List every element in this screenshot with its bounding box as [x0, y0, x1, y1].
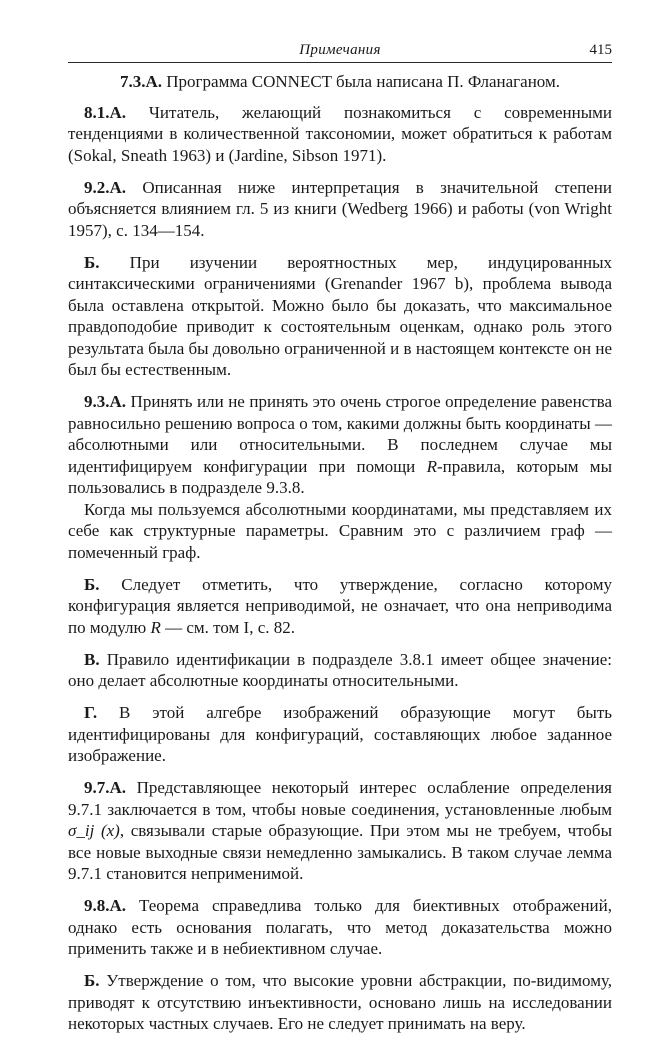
- note-label: Г.: [84, 703, 98, 722]
- note-text-continued: , связывали старые образующие. При этом мы не требуем, чтобы все новые выходные связи немедленно замыкались. В таком случае лемма 9.7.1 становится неприменимой.: [68, 821, 612, 883]
- note-9-7-a: [68, 777, 612, 885]
- page-number: 415: [589, 42, 612, 58]
- note-label: 9.2.А.: [84, 177, 127, 197]
- math-symbol: R: [426, 456, 437, 476]
- note-label: 9.8.А.: [84, 896, 127, 915]
- note-text: Теорема справедлива только для биективных отображений, однако есть основания полагать, что метод доказательства можно применить также и в небиективном случае.: [68, 896, 612, 958]
- note-text: Правило идентификации в подразделе 3.8.1 имеет общее значение: оно делает абсолютные координаты относительными.: [68, 649, 612, 690]
- running-title: Примечания: [299, 42, 381, 58]
- math-symbol: R: [150, 617, 161, 637]
- note-9-2-a: [68, 177, 612, 242]
- note-label: 8.1.А.: [84, 102, 127, 122]
- note-9-3-a: [68, 391, 612, 563]
- note-text-continued: — см. том I, с. 82.: [160, 617, 295, 637]
- note-7-3-a: [68, 71, 612, 93]
- note-label: Б.: [84, 574, 100, 594]
- note-text: Программа CONNECT была написана П. Фланаганом.: [166, 72, 560, 91]
- note-text: При изучении вероятностных мер, индуцированных синтаксическими ограничениями (Grenander 1967 b), проблема вывода была оставлена открытой. Можно было бы доказать, что максимальное правдоподобие приводит к состоятельным оценкам, однако роль этого результата была бы довольно ограниченной и в настоящем контексте он не был бы естественным.: [68, 252, 612, 379]
- note-9-8-b: [68, 970, 612, 1035]
- note-8-1-a: [68, 102, 612, 167]
- note-label: 7.3.А.: [120, 72, 163, 91]
- note-9-3-g: [68, 702, 612, 767]
- note-text: Следует отметить, что утверждение, согласно которому конфигурация является неприводимой, не означает, что она неприводима по модулю: [68, 574, 612, 637]
- note-9-3-b: [68, 574, 612, 639]
- note-9-2-b: [68, 252, 612, 381]
- note-label: Б.: [84, 971, 100, 990]
- math-expression: σ_ij (x): [68, 821, 120, 840]
- running-header: [68, 38, 612, 63]
- note-text: Утверждение о том, что высокие уровни абстракции, по-видимому, приводят к отсутствию инъективности, основано лишь на исследовании некоторых частных случаев. Его не следует принимать на веру.: [68, 971, 613, 1033]
- note-9-8-a: [68, 895, 612, 960]
- note-text: Описанная ниже интерпретация в значительной степени объясняется влиянием гл. 5 из книги (Wedberg 1966) и работы (von Wright 1957), с. 134—154.: [68, 177, 612, 240]
- note-continuation: Когда мы пользуемся абсолютными координатами, мы представляем их себе как структурные параметры. Сравним это с различием граф — помеченный граф.: [68, 499, 612, 562]
- note-label: 9.7.А.: [84, 778, 127, 797]
- note-text: Читатель, желающий познакомиться с современными тенденциями в количественной таксономии, может обратиться к работам (Sokal, Sneath 1963) и (Jardine, Sibson 1971).: [68, 102, 613, 165]
- note-text: Принять или не принять это очень строгое определение равенства равносильно решению вопроса о том, какими должны быть координаты — абсолютными или относительными. В последнем случае мы идентифицируем конфигурации при помощи: [68, 392, 613, 476]
- note-label: Б.: [84, 252, 100, 272]
- note-label: 9.3.А.: [84, 392, 127, 411]
- book-page: [68, 38, 612, 1045]
- note-9-3-v: [68, 649, 612, 692]
- note-text: В этой алгебре изображений образующие могут быть идентифицированы для конфигураций, составляющих любое заданное изображение.: [68, 703, 613, 765]
- note-text: Представляющее некоторый интерес ослабление определения 9.7.1 заключается в том, чтобы новые соединения, установленные любым: [68, 778, 612, 819]
- note-label: В.: [84, 649, 100, 669]
- note-text-continued: -правила, которым мы пользовались в подразделе 9.3.8.: [68, 456, 612, 497]
- notes-list: [68, 71, 612, 1035]
